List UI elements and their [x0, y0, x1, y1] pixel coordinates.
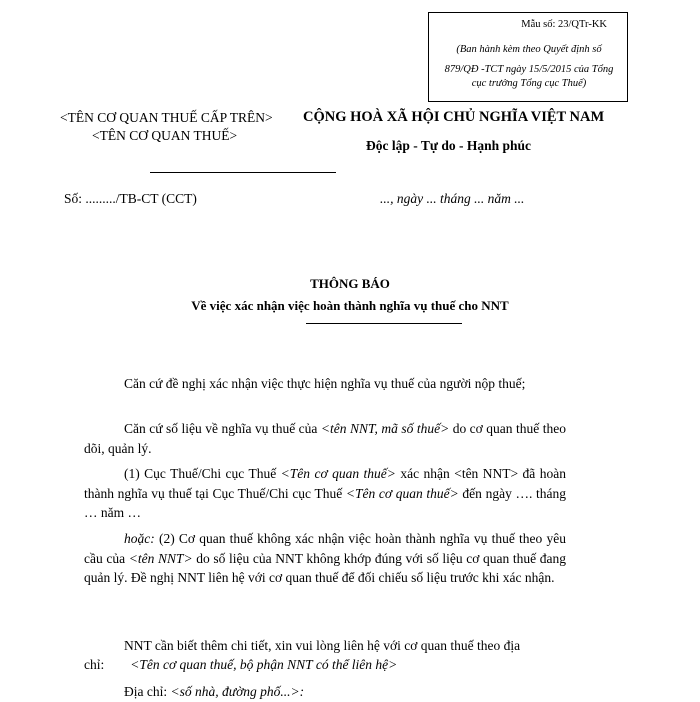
parent-agency: <TÊN CƠ QUAN THUẾ CẤP TRÊN> — [60, 110, 273, 125]
paragraph-non-confirmation — [84, 529, 566, 588]
address-line — [124, 682, 304, 702]
form-code: Mẫu số: 23/QTr-KK — [521, 19, 607, 30]
text: (2) Cơ quan thuế không xác nhận việc hoàn thành nghĩa vụ thuế theo yêu cầu của — [84, 531, 566, 566]
paragraph-basis-data — [84, 419, 566, 458]
text: (1) Cục Thuế/Chi cục Thuế — [124, 466, 281, 481]
form-code-box — [428, 12, 628, 102]
text: đến ngày …. tháng … năm … — [84, 485, 566, 520]
placeholder-taxpayer: <tên NNT, mã số thuế> — [320, 421, 450, 436]
contact-address-line — [84, 655, 397, 675]
placeholder-tax-office: <Tên cơ quan thuế> — [280, 466, 396, 481]
form-issued-line1: (Ban hành kèm theo Quyết định số — [456, 44, 602, 55]
text: chỉ: — [84, 657, 105, 672]
document-number: Số: ........./TB-CT (CCT) — [64, 191, 197, 206]
text: do số liệu của NNT không khớp đúng với số liệu cơ quan thuế đang quản lý. Đề nghị NNT liên hệ với cơ quan thuế để đối chiếu số liệu trước khi xác nhận. — [84, 550, 567, 585]
document-subtitle: Về việc xác nhận việc hoàn thành nghĩa vụ thuế cho NNT — [191, 298, 509, 313]
document-title: THÔNG BÁO — [310, 276, 390, 291]
or-label: hoặc: — [124, 531, 155, 546]
title-underline — [306, 323, 462, 324]
text: do cơ quan thuế theo dõi, quản lý. — [84, 421, 566, 456]
form-issued-line2: 879/QĐ -TCT ngày 15/5/2015 của Tổng cục trưởng Tổng cục Thuế) — [444, 64, 614, 89]
text: xác nhận <tên NNT> đã hoàn thành nghĩa vụ thuế tại Cục Thuế/Chi cục Thuế — [84, 466, 566, 501]
paragraph-contact: NNT cần biết thêm chi tiết, xin vui lòng liên hệ với cơ quan thuế theo địa — [124, 638, 521, 653]
agency-underline — [150, 172, 336, 173]
paragraph-basis-request: Căn cứ đề nghị xác nhận việc thực hiện nghĩa vụ thuế của người nộp thuế; — [124, 376, 526, 391]
paragraph-confirmation — [84, 464, 566, 523]
text: Căn cứ số liệu về nghĩa vụ thuế của — [124, 421, 321, 436]
placeholder-tax-office: <Tên cơ quan thuế> — [345, 485, 459, 501]
form-issued-note — [437, 43, 621, 91]
placeholder-taxpayer: <tên NNT> — [128, 550, 193, 566]
motto: Độc lập - Tự do - Hạnh phúc — [366, 138, 532, 153]
document-date: ..., ngày ... tháng ... năm ... — [380, 191, 525, 206]
placeholder-address: <số nhà, đường phố...>: — [170, 684, 305, 699]
agency-name: <TÊN CƠ QUAN THUẾ> — [92, 128, 238, 143]
country-name: CỘNG HOÀ XÃ HỘI CHỦ NGHĨA VIỆT NAM — [303, 109, 605, 125]
placeholder-contact-department: <Tên cơ quan thuế, bộ phận NNT có thể liên hệ> — [130, 657, 398, 672]
address-label: Địa chỉ: — [124, 684, 171, 699]
